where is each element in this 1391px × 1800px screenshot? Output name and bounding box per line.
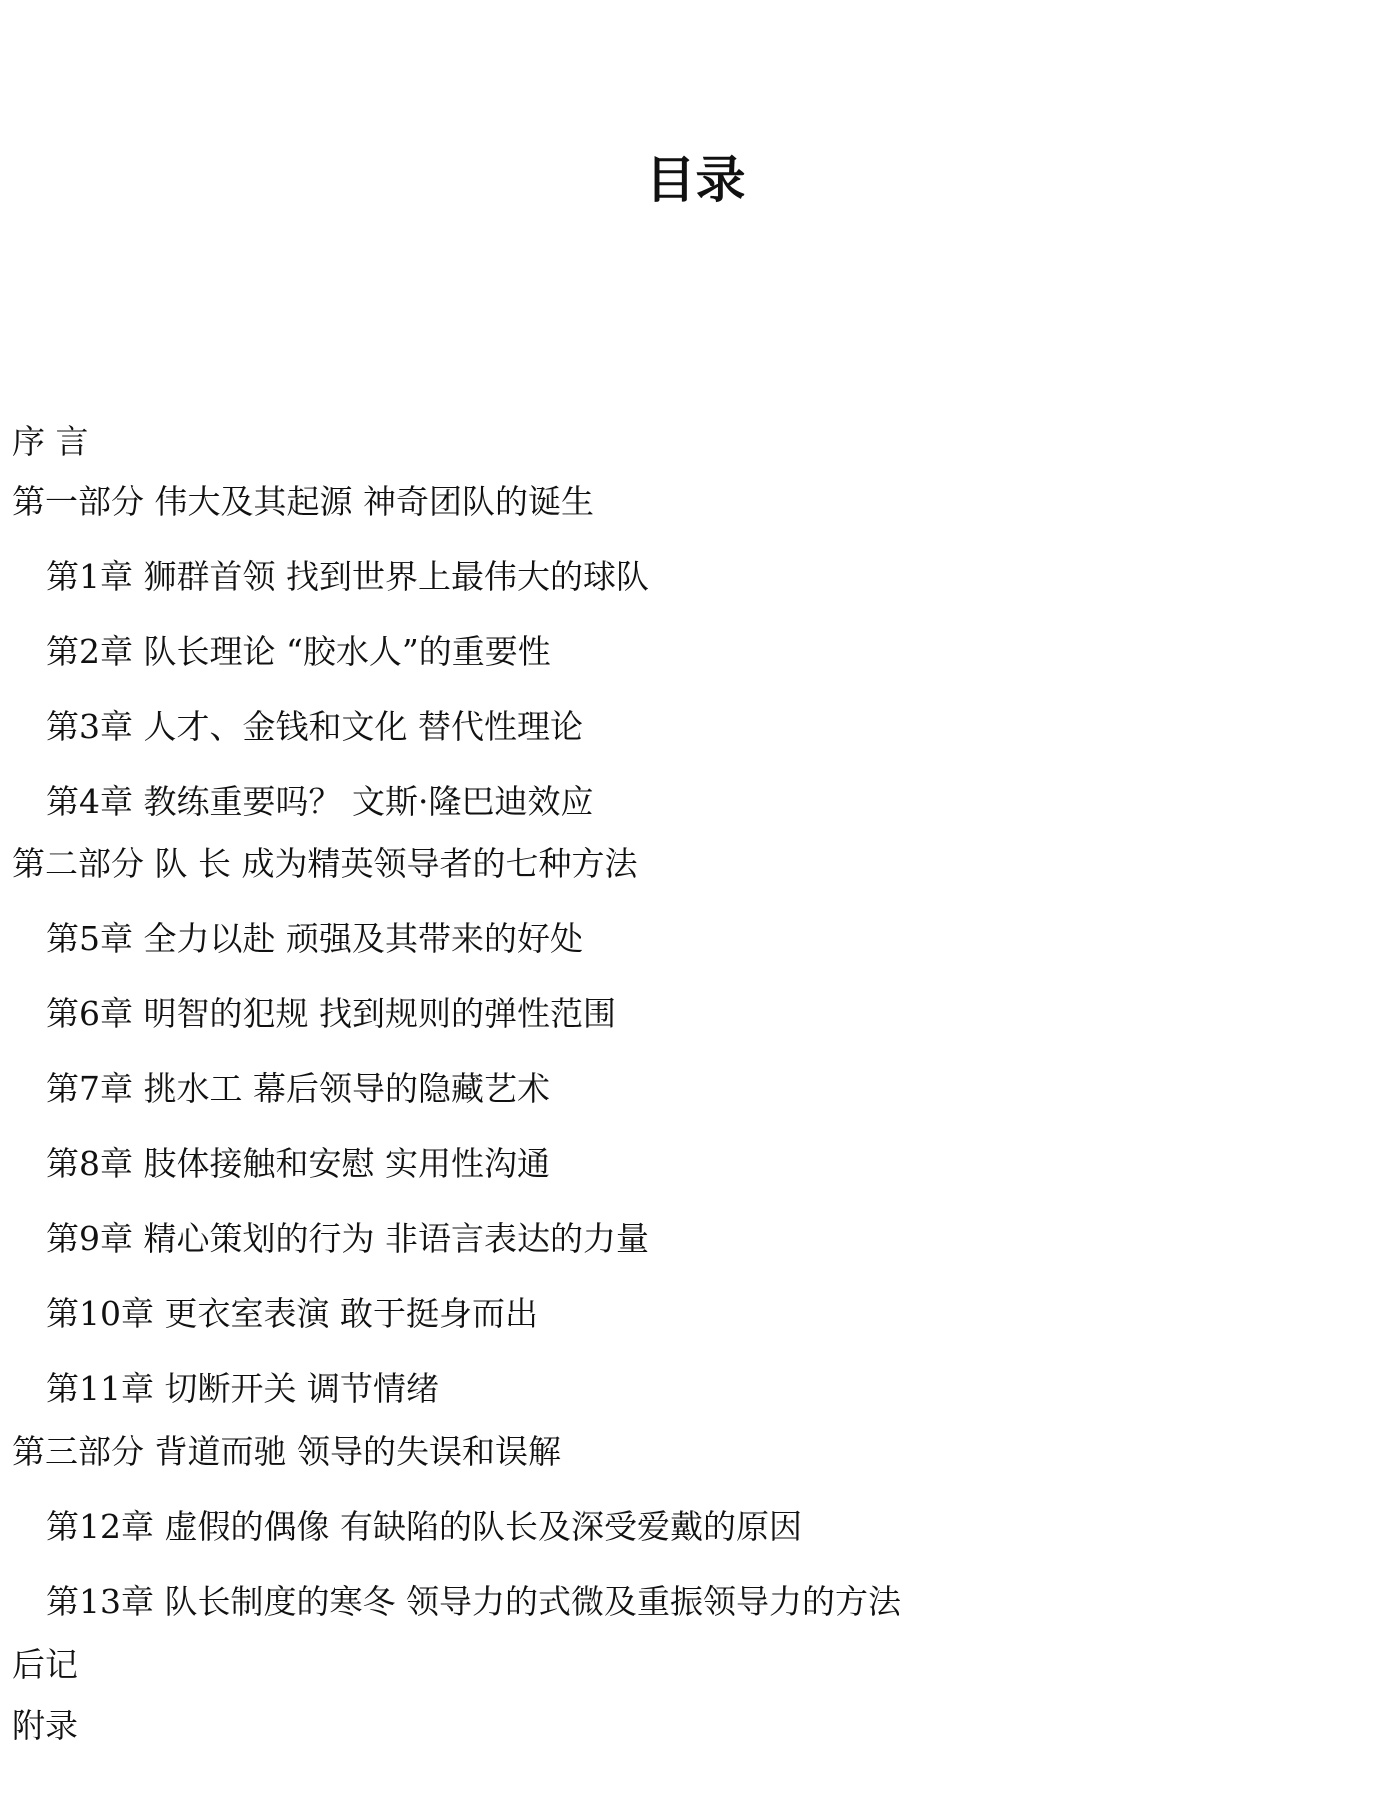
toc-entry-chapter-11[interactable]: 第11章 切断开关 调节情绪 <box>46 1369 439 1408</box>
toc-entry-part-2[interactable]: 第二部分 队 长 成为精英领导者的七种方法 <box>12 844 638 883</box>
toc-entry-chapter-3[interactable]: 第3章 人才、金钱和文化 替代性理论 <box>46 707 583 746</box>
toc-entry-preface[interactable]: 序 言 <box>12 422 89 461</box>
toc-entry-chapter-10[interactable]: 第10章 更衣室表演 敢于挺身而出 <box>46 1294 538 1333</box>
toc-entry-chapter-6[interactable]: 第6章 明智的犯规 找到规则的弹性范围 <box>46 994 616 1033</box>
toc-entry-chapter-9[interactable]: 第9章 精心策划的行为 非语言表达的力量 <box>46 1219 649 1258</box>
toc-entry-part-3[interactable]: 第三部分 背道而驰 领导的失误和误解 <box>12 1432 561 1471</box>
toc-entry-chapter-4[interactable]: 第4章 教练重要吗？ 文斯·隆巴迪效应 <box>46 782 594 821</box>
toc-entry-chapter-8[interactable]: 第8章 肢体接触和安慰 实用性沟通 <box>46 1144 550 1183</box>
toc-entry-afterword[interactable]: 后记 <box>12 1645 78 1684</box>
toc-entry-chapter-1[interactable]: 第1章 狮群首领 找到世界上最伟大的球队 <box>46 557 649 596</box>
page-title: 目录 <box>645 150 746 209</box>
toc-entry-part-1[interactable]: 第一部分 伟大及其起源 神奇团队的诞生 <box>12 482 594 521</box>
toc-entry-chapter-2[interactable]: 第2章 队长理论 “胶水人”的重要性 <box>46 632 551 671</box>
toc-entry-chapter-7[interactable]: 第7章 挑水工 幕后领导的隐藏艺术 <box>46 1069 550 1108</box>
toc-entry-chapter-13[interactable]: 第13章 队长制度的寒冬 领导力的式微及重振领导力的方法 <box>46 1582 901 1621</box>
toc-entry-chapter-12[interactable]: 第12章 虚假的偶像 有缺陷的队长及深受爱戴的原因 <box>46 1507 802 1546</box>
toc-entry-chapter-5[interactable]: 第5章 全力以赴 顽强及其带来的好处 <box>46 919 583 958</box>
toc-entry-appendix[interactable]: 附录 <box>12 1706 78 1745</box>
